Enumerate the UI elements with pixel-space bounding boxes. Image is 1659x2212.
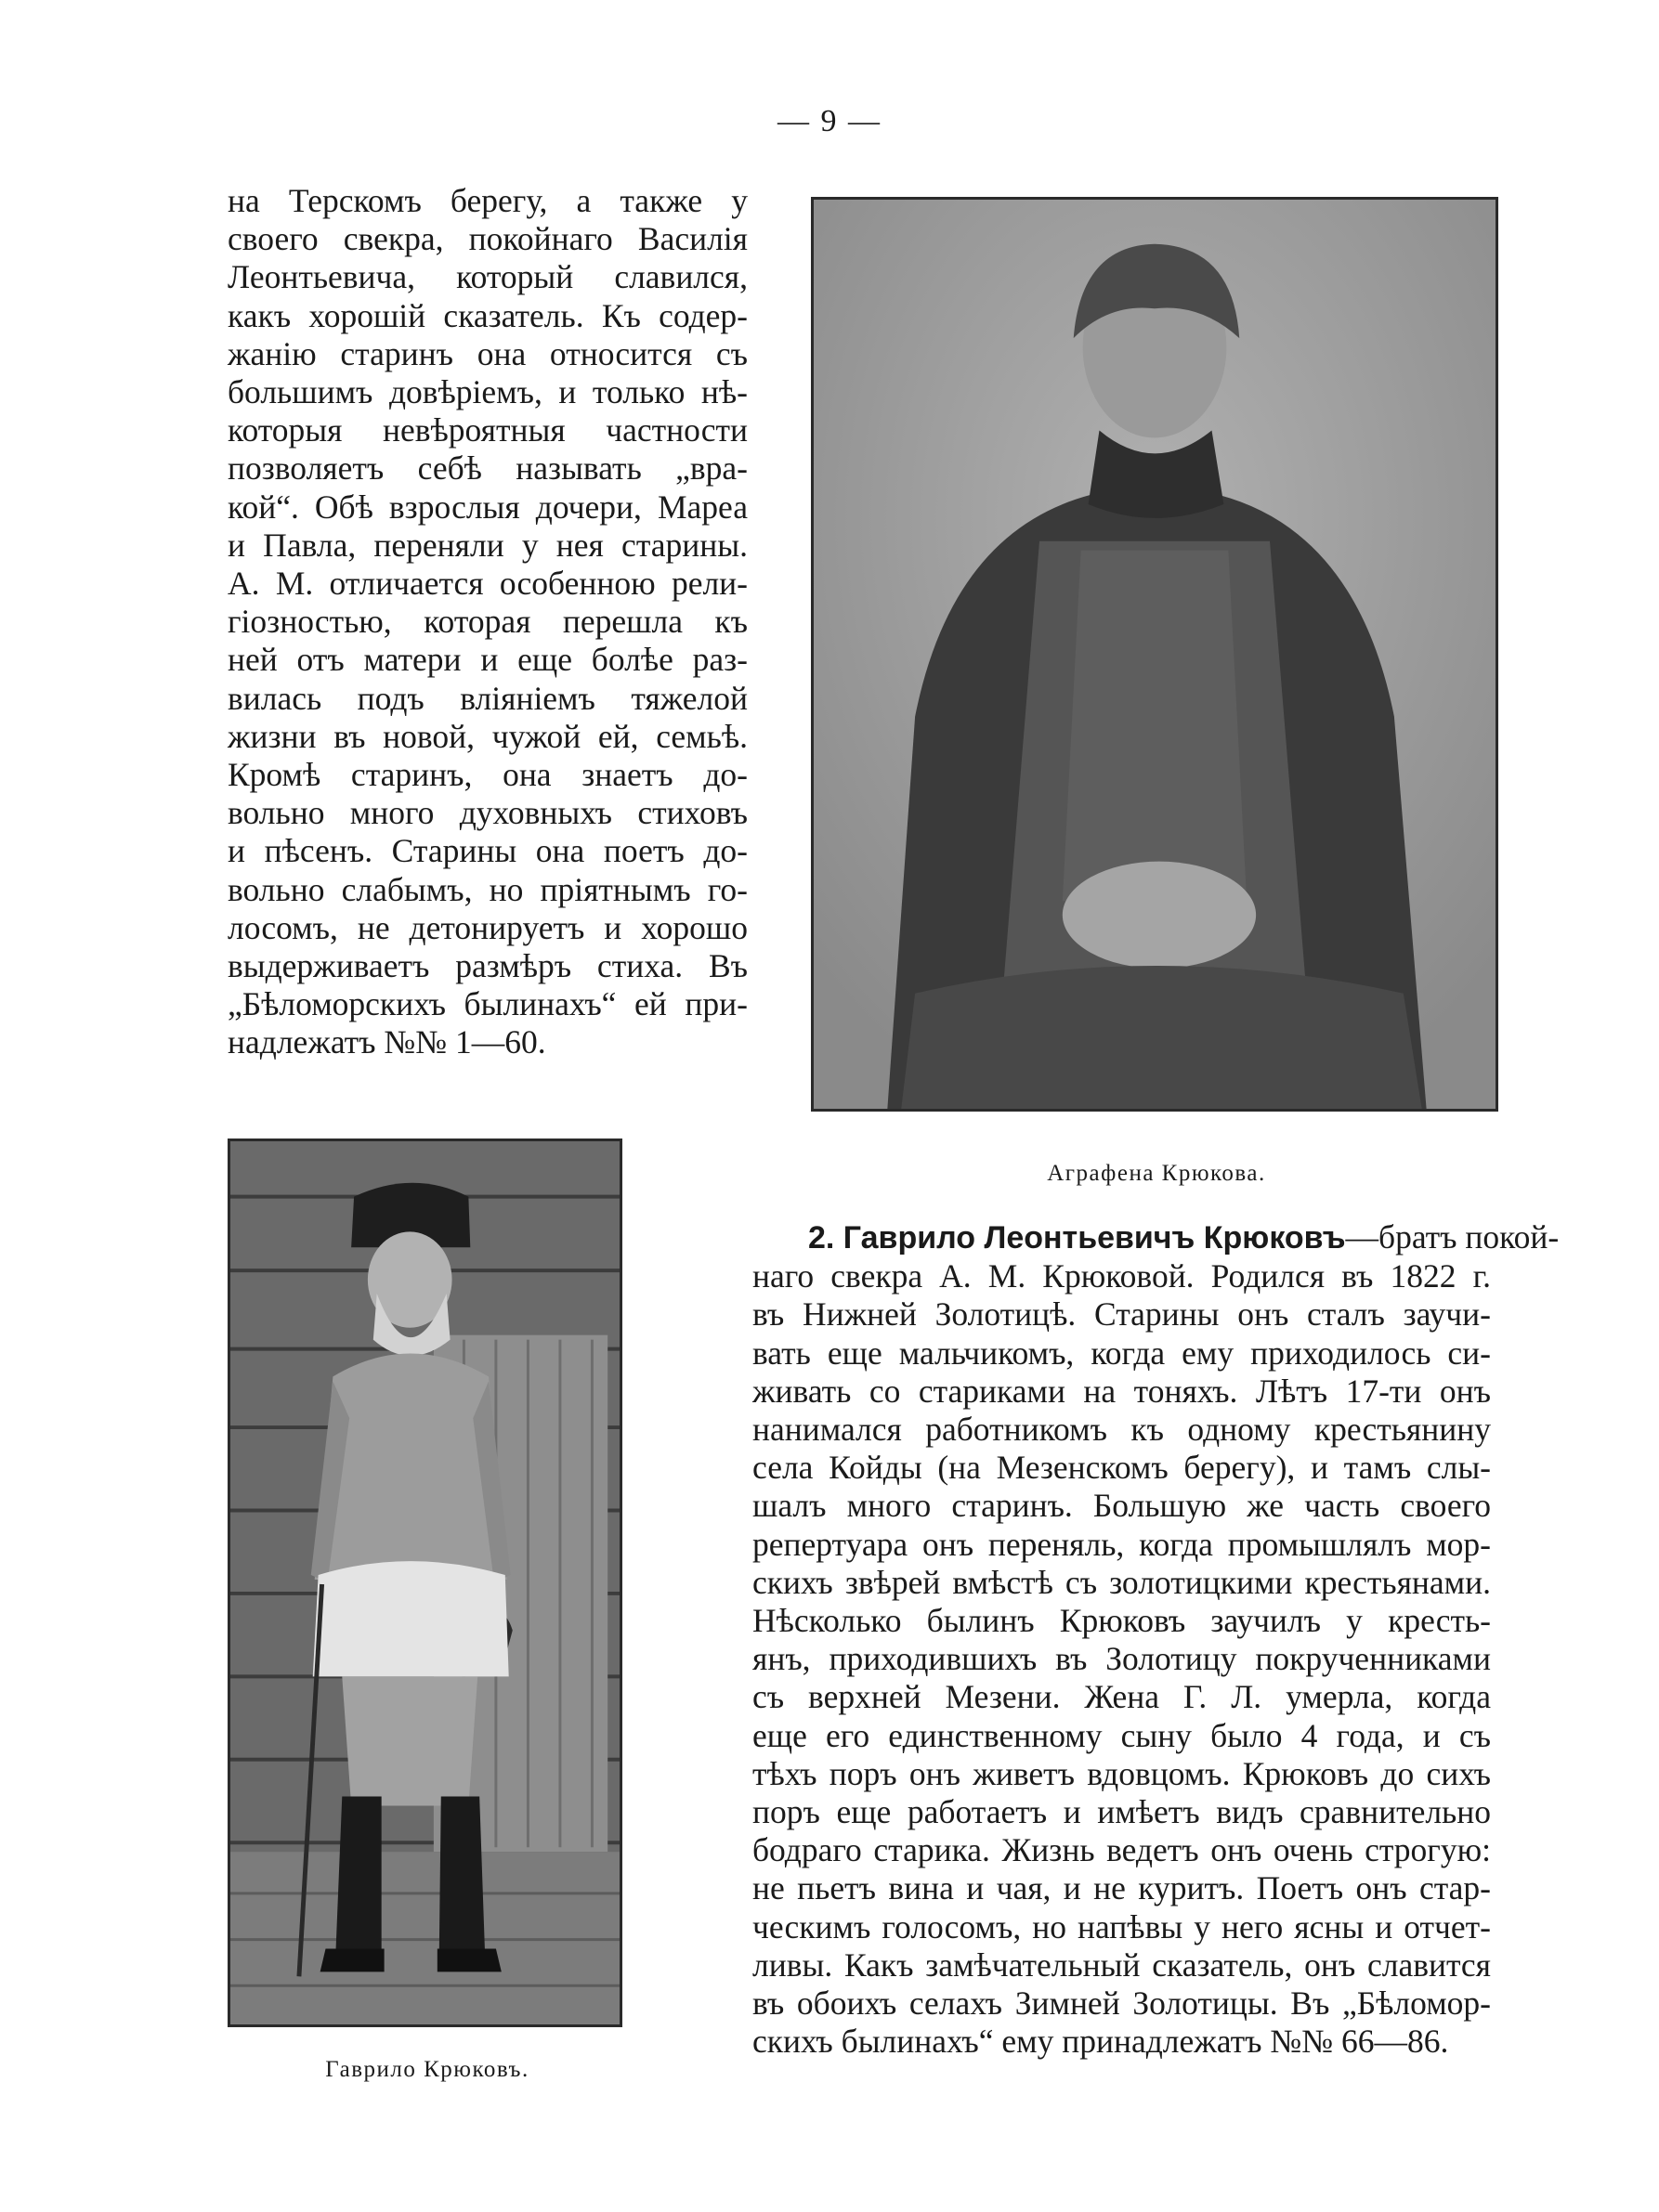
text-line: большимъ довѣріемъ, и только нѣ- xyxy=(228,373,748,411)
text-line: жизни въ новой, чужой ей, семьѣ. xyxy=(228,717,748,755)
text-line: „Бѣломорскихъ былинахъ“ ей при- xyxy=(228,985,748,1023)
text-line: въ обоихъ селахъ Зимней Золотицы. Въ „Бѣломор- xyxy=(752,1984,1491,2023)
text-line: села Койды (на Мезенскомъ берегу), и тамъ слы- xyxy=(752,1449,1491,1487)
right-column-text xyxy=(752,1218,1560,2061)
text-line: ческимъ голосомъ, но напѣвы у него ясны и отчет- xyxy=(752,1907,1491,1945)
text-line: которыя невѣроятныя частности xyxy=(228,411,748,449)
text-line: поръ еще работаетъ и имѣетъ видъ сравнительно xyxy=(752,1793,1491,1831)
photo-gavrilo-krukov xyxy=(228,1139,622,2027)
photo-caption-gavrilo: Гаврило Крюковъ. xyxy=(325,2057,529,2082)
text-line: репертуара онъ переняль, когда промышлялъ мор- xyxy=(752,1525,1491,1563)
text-line: А. М. отличается особенною рели- xyxy=(228,565,748,603)
text-line: наго свекра А. М. Крюковой. Родился въ 1822 г. xyxy=(752,1257,1491,1295)
text-line: Кромѣ старинъ, она знаетъ до- xyxy=(228,756,748,794)
text-line-rest: —братъ покой- xyxy=(1345,1218,1560,1256)
text-line: Леонтьевича, который славился, xyxy=(228,258,748,296)
text-line: лосомъ, не детонируетъ и хорошо xyxy=(228,908,748,946)
page-number: — 9 — xyxy=(777,104,882,138)
text-line: живать со стариками на тоняхъ. Лѣтъ 17-ти онъ xyxy=(752,1372,1491,1410)
photo-caption-agrafena: Аграфена Крюкова. xyxy=(1047,1161,1266,1186)
text-line: бодраго старика. Жизнь ведетъ онъ очень строгую: xyxy=(752,1831,1491,1869)
text-line: вилась подъ вліяніемъ тяжелой xyxy=(228,679,748,717)
left-column-text xyxy=(228,182,748,1062)
text-line: Нѣсколько былинъ Крюковъ заучилъ у кресть- xyxy=(752,1602,1491,1640)
text-line: скихъ былинахъ“ ему принадлежатъ №№ 66—86. xyxy=(752,2023,1449,2061)
text-line: и пѣсенъ. Старины она поетъ до- xyxy=(228,832,748,870)
text-line: своего свекра, покойнаго Василія xyxy=(228,220,748,258)
text-line: вольно слабымъ, но пріятнымъ го- xyxy=(228,870,748,908)
text-line: и Павла, переняли у нея старины. xyxy=(228,526,748,564)
text-line: позволяетъ себѣ называть „вра- xyxy=(228,449,748,488)
text-line: шалъ много старинъ. Большую же часть своего xyxy=(752,1487,1491,1525)
text-line: выдерживаетъ размѣръ стиха. Въ xyxy=(228,947,748,985)
text-line: жанію старинъ она относится съ xyxy=(228,334,748,372)
text-line: съ верхней Мезени. Жена Г. Л. умерла, когда xyxy=(752,1678,1491,1716)
text-line: на Терскомъ берегу, а также у xyxy=(228,182,748,219)
text-line: какъ хорошій сказатель. Къ содер- xyxy=(228,296,748,334)
text-line: надлежатъ №№ 1—60. xyxy=(228,1023,546,1061)
portrait-man-image xyxy=(230,1141,620,2024)
text-line: вольно много духовныхъ стиховъ xyxy=(228,794,748,832)
portrait-woman-image xyxy=(814,200,1496,1109)
text-line: не пьетъ вина и чая, и не куритъ. Поетъ онъ стар- xyxy=(752,1869,1491,1907)
text-line: скихъ звѣрей вмѣстѣ съ золотицкими крестьянами. xyxy=(752,1563,1491,1601)
section-lead-heading: 2. Гаврило Леонтьевичъ Крюковъ xyxy=(808,1220,1346,1256)
text-line: тѣхъ поръ онъ живетъ вдовцомъ. Крюковъ до сихъ xyxy=(752,1754,1491,1792)
photo-agrafena-krukova xyxy=(811,197,1498,1112)
text-line: ней отъ матери и еще болѣе раз- xyxy=(228,641,748,679)
text-line: кой“. Обѣ взрослыя дочери, Мареа xyxy=(228,488,748,526)
text-line: вать еще мальчикомъ, когда ему приходилось си- xyxy=(752,1334,1491,1372)
text-line: гіозностью, которая перешла къ xyxy=(228,603,748,641)
text-line: янъ, приходившихъ въ Золотицу покрученниками xyxy=(752,1640,1491,1678)
text-line xyxy=(752,1218,1560,1257)
text-line: въ Нижней Золотицѣ. Старины онъ сталъ заучи- xyxy=(752,1295,1491,1334)
text-line: еще его единственному сыну было 4 года, и съ xyxy=(752,1716,1491,1754)
text-line: нанимался работникомъ къ одному крестьянину xyxy=(752,1411,1491,1449)
text-line: ливы. Какъ замѣчательный сказатель, онъ славится xyxy=(752,1945,1491,1984)
